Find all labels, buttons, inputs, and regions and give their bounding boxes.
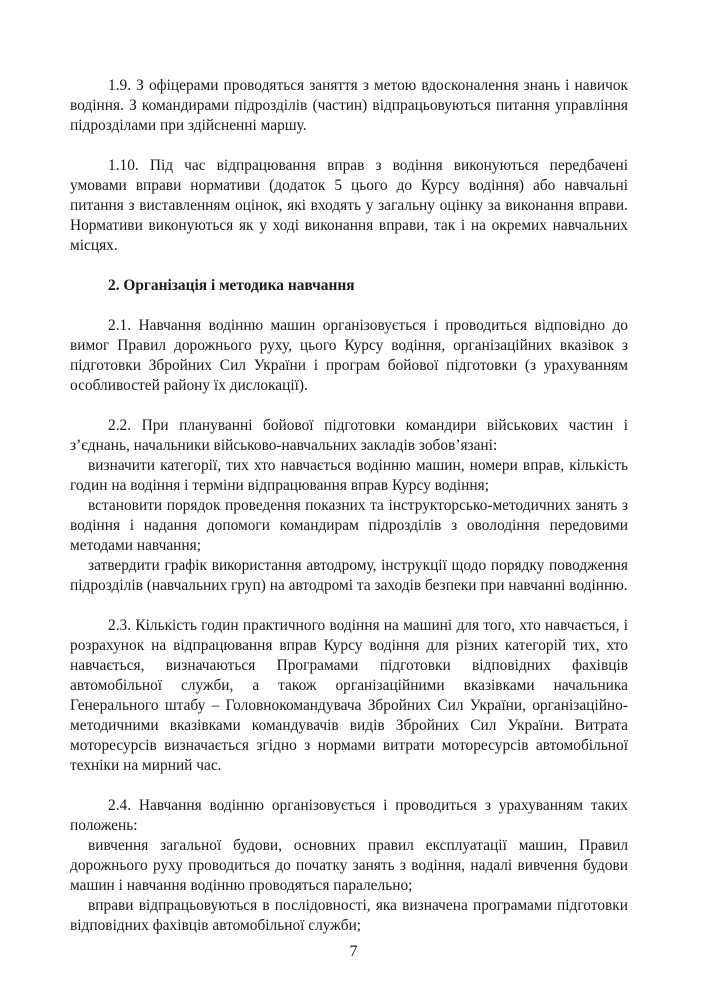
page-number: 7 [349, 943, 358, 960]
list-item: вивчення загальної будови, основних правил експлуатації машин, Правил дорожнього руху проводиться до початку занять з водіння, надалі вивчення будови машин і навчання водінню проводяться паралельно; [70, 837, 628, 894]
section-heading: 2. Організація і методика навчання [108, 277, 355, 294]
body-text [70, 76, 628, 936]
paragraph-2-1: 2.1. Навчання водінню машин організовується і проводиться відповідно до вимог Правил дорожнього руху, цього Курсу водіння, організаційних вказівок з підготовки Збройних Сил України і програм бойової підготовки (з урахуванням особливостей району їх дислокації). [70, 317, 628, 394]
list-item: вправи відпрацьовуються в послідовності, яка визначена програмами підготовки відповідних фахівців автомобільної служби; [70, 897, 628, 934]
paragraph-1-10: 1.10. Під час відпрацювання вправ з водіння виконуються передбачені умовами вправи нормативи (додаток 5 цього до Курсу водіння) або навчальні питання з виставленням оцінок, які входять у загальну оцінку за виконання вправи. Нормативи виконуються як у ході виконання вправи, так і на окремих навчальних місцях. [70, 157, 628, 254]
paragraph-2-3: 2.3. Кількість годин практичного водіння на машині для того, хто навчається, і розрахунок на відпрацювання вправ Курсу водіння для різних категорій тих, хто навчається, визначаються Програмами підготовки відповідних фахівців автомобільної служби, а також організаційними вказівками начальника Генерального штабу – Головнокомандувача Збройних Сил України, організаційно-методичними вказівками командувачів видів Збройних Сил України. Витрата моторесурсів визначається згідно з нормами витрати моторесурсів автомобільної техніки на мирний час. [70, 617, 628, 774]
list-item: встановити порядок проведення показних та інструкторсько-методичних занять з водіння і надання допомоги командирам підрозділів з оволодіння передовими методами навчання; [70, 497, 628, 554]
paragraph-2-4: 2.4. Навчання водінню організовується і проводиться з урахуванням таких положень: [70, 797, 628, 834]
paragraph-1-9: 1.9. З офіцерами проводяться заняття з метою вдосконалення знань і навичок водіння. З командирами підрозділів (частин) відпрацьовуються питання управління підрозділами при здійсненні маршу. [70, 77, 628, 134]
list-item: затвердити графік використання автодрому, інструкції щодо порядку поводження підрозділів (навчальних груп) на автодромі та заходів безпеки при навчанні водінню. [70, 557, 628, 594]
list-item: визначити категорії, тих хто навчається водінню машин, номери вправ, кількість годин на водіння і терміни відпрацювання вправ Курсу водіння; [70, 457, 628, 494]
paragraph-2-2: 2.2. При плануванні бойової підготовки командири військових частин і з’єднань, начальники військово-навчальних закладів зобов’язані: [70, 417, 628, 454]
